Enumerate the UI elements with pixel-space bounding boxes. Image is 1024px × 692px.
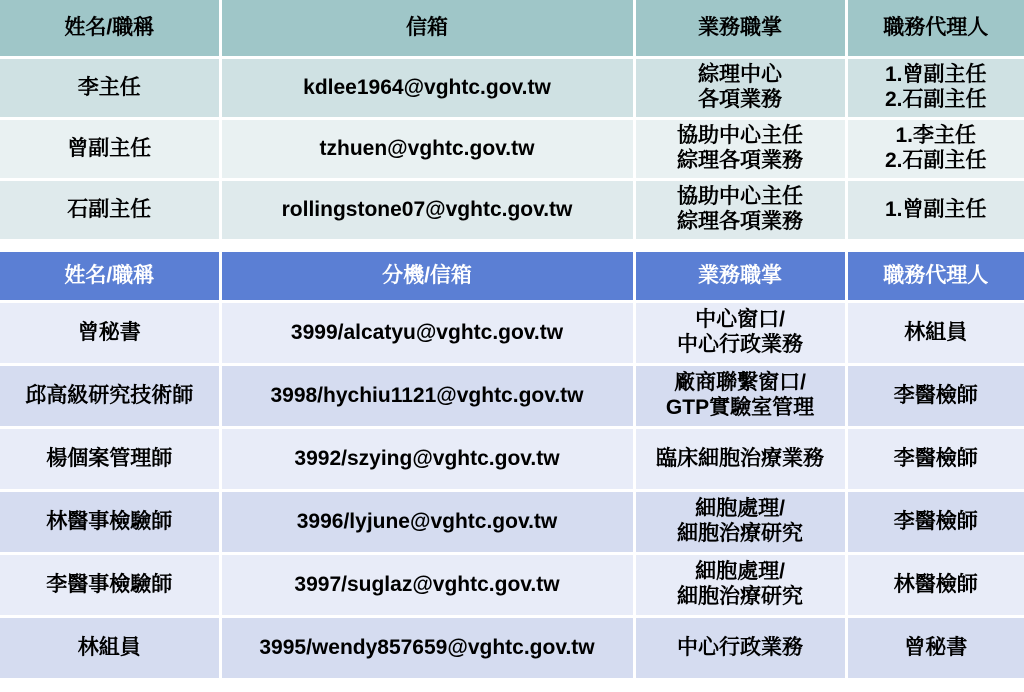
leadership-duty <box>634 119 846 180</box>
leadership-deputy-line: 2.石副主任 <box>884 88 987 111</box>
leadership-table-header-row <box>0 0 1024 58</box>
staff-duty <box>634 428 846 491</box>
staff-duty-line: 臨床細胞治療業務 <box>656 446 824 470</box>
table-row <box>0 617 1024 679</box>
staff-duty-line: 細胞處理/ <box>695 560 785 584</box>
staff-name: 楊個案管理師 <box>0 428 220 491</box>
leadership-header-email: 信箱 <box>220 0 634 58</box>
leadership-deputy <box>846 119 1024 180</box>
staff-deputy: 李醫檢師 <box>846 365 1024 428</box>
staff-header-deputy: 職務代理人 <box>846 252 1024 302</box>
leadership-duty-line: 協助中心主任 <box>677 185 803 209</box>
leadership-duty <box>634 180 846 241</box>
leadership-duty-line: 綜理中心 <box>698 63 782 87</box>
staff-contact: 3995/wendy857659@vghtc.gov.tw <box>220 617 634 679</box>
leadership-name: 李主任 <box>0 58 220 119</box>
leadership-deputy <box>846 180 1024 241</box>
staff-name: 李醫事檢驗師 <box>0 554 220 617</box>
staff-duty-line: 中心行政業務 <box>677 333 803 356</box>
table-row <box>0 491 1024 554</box>
leadership-name: 石副主任 <box>0 180 220 241</box>
leadership-email: kdlee1964@vghtc.gov.tw <box>220 58 634 119</box>
table-row <box>0 554 1024 617</box>
staff-duty <box>634 302 846 365</box>
table-row <box>0 428 1024 491</box>
staff-duty <box>634 365 846 428</box>
leadership-duty-line: 綜理各項業務 <box>677 210 803 233</box>
staff-duty-line: 中心窗口/ <box>695 308 785 332</box>
table-row <box>0 119 1024 180</box>
staff-duty-line: 細胞治療研究 <box>677 585 803 608</box>
leadership-table <box>0 0 1024 242</box>
leadership-deputy-line: 1.曾副主任 <box>884 197 987 221</box>
staff-deputy: 李醫檢師 <box>846 428 1024 491</box>
leadership-duty-line: 綜理各項業務 <box>677 149 803 172</box>
leadership-name: 曾副主任 <box>0 119 220 180</box>
leadership-duty <box>634 58 846 119</box>
staff-contact: 3996/lyjune@vghtc.gov.tw <box>220 491 634 554</box>
leadership-deputy <box>846 58 1024 119</box>
staff-deputy: 林組員 <box>846 302 1024 365</box>
leadership-email: rollingstone07@vghtc.gov.tw <box>220 180 634 241</box>
table-row <box>0 58 1024 119</box>
staff-header-duty: 業務職掌 <box>634 252 846 302</box>
table-row <box>0 180 1024 241</box>
staff-contact: 3992/szying@vghtc.gov.tw <box>220 428 634 491</box>
staff-name: 林醫事檢驗師 <box>0 491 220 554</box>
leadership-header-name: 姓名/職稱 <box>0 0 220 58</box>
staff-name: 林組員 <box>0 617 220 679</box>
staff-header-name: 姓名/職稱 <box>0 252 220 302</box>
staff-deputy: 林醫檢師 <box>846 554 1024 617</box>
table-separator <box>0 242 1024 252</box>
staff-duty-line: 細胞治療研究 <box>677 522 803 545</box>
staff-duty-line: 細胞處理/ <box>695 497 785 521</box>
leadership-duty-line: 各項業務 <box>698 88 782 111</box>
staff-name: 曾秘書 <box>0 302 220 365</box>
leadership-header-duty: 業務職掌 <box>634 0 846 58</box>
staff-deputy: 李醫檢師 <box>846 491 1024 554</box>
staff-duty-line: GTP實驗室管理 <box>665 396 815 419</box>
staff-duty-line: 中心行政業務 <box>677 635 803 659</box>
leadership-deputy-line: 1.李主任 <box>895 124 976 148</box>
staff-duty <box>634 554 846 617</box>
table-row <box>0 365 1024 428</box>
staff-header-contact: 分機/信箱 <box>220 252 634 302</box>
staff-table <box>0 252 1024 678</box>
staff-deputy: 曾秘書 <box>846 617 1024 679</box>
staff-duty <box>634 491 846 554</box>
staff-duty-line: 廠商聯繫窗口/ <box>674 371 806 395</box>
staff-table-header-row <box>0 252 1024 302</box>
staff-contact: 3998/hychiu1121@vghtc.gov.tw <box>220 365 634 428</box>
staff-duty <box>634 617 846 679</box>
leadership-email: tzhuen@vghtc.gov.tw <box>220 119 634 180</box>
leadership-deputy-line: 2.石副主任 <box>884 149 987 172</box>
staff-contact: 3997/suglaz@vghtc.gov.tw <box>220 554 634 617</box>
staff-name: 邱高級研究技術師 <box>0 365 220 428</box>
table-row <box>0 302 1024 365</box>
leadership-header-deputy: 職務代理人 <box>846 0 1024 58</box>
leadership-deputy-line: 1.曾副主任 <box>884 63 987 87</box>
leadership-duty-line: 協助中心主任 <box>677 124 803 148</box>
staff-contact: 3999/alcatyu@vghtc.gov.tw <box>220 302 634 365</box>
